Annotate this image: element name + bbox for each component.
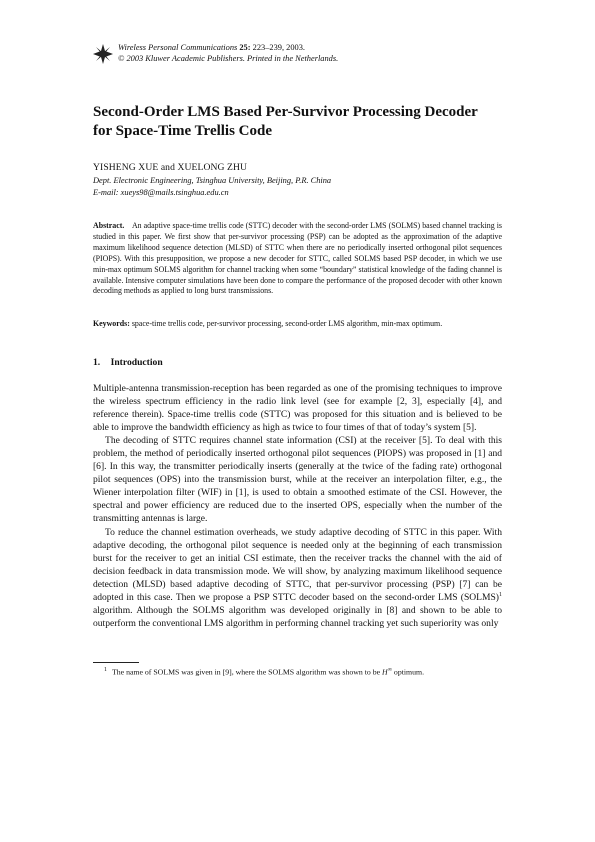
copyright-line: © 2003 Kluwer Academic Publishers. Printed in the Netherlands. — [118, 54, 339, 63]
authors: YISHENG XUE and XUELONG ZHU — [93, 162, 248, 173]
keywords-text: space-time trellis code, per-survivor processing, second-order LMS algorithm, min-max optimum. — [131, 319, 443, 328]
email: E-mail: xueys98@mails.tsinghua.edu.cn — [93, 187, 229, 197]
footnote-symbol-sup: ∞ — [387, 667, 392, 673]
paragraph-3-part-b: algorithm. Although the SOLMS algorithm was developed originally in [8] and shown to be able to outperform the conventional LMS algorithm in performing channel tracking yet such superiority was only — [93, 604, 502, 629]
title-line-1: Second-Order LMS Based Per-Survivor Processing Decoder — [93, 104, 478, 120]
section-heading — [93, 357, 163, 368]
title-line-2: for Space-Time Trellis Code — [93, 123, 273, 139]
footnote-text-b: optimum. — [391, 667, 425, 677]
publisher-logo-icon — [93, 44, 113, 64]
footnote-mark: 1 — [104, 667, 107, 673]
footnote-text-a: The name of SOLMS was given in [9], where the SOLMS algorithm was shown to be — [112, 667, 383, 677]
footnote-ref[interactable]: 1 — [499, 591, 502, 598]
abstract-text: An adaptive space-time trellis code (STTC) decoder with the second-order LMS (SOLMS) based channel tracking is studied in this paper. We first show that per-survivor processing (PSP) can be adopted as the approximation of the adaptive maximum likelihood sequence detection (MLSD) of STTC when there are no periodically inserted orthogonal pilot sequences (PIOPS). With this presupposition, we propose a new decoder for STTC, called SOLMS based PSP decoder, in which we use min-max optimum SOLMS algorithm for channel tracking when some “boundary” statistical knowledge of the fading channel is available. Intensive computer simulations have been done to compare the performance of the proposed decoder with other known decoding methods as applied to long burst transmissions. — [93, 221, 502, 296]
keywords — [93, 319, 502, 330]
abstract — [93, 221, 502, 297]
journal-volume: 25: — [239, 43, 251, 52]
footnote-rule — [93, 662, 139, 663]
footnote-symbol: H — [382, 667, 388, 677]
body-text — [93, 382, 502, 630]
keywords-label: Keywords: — [93, 319, 130, 328]
paper-title — [93, 103, 513, 141]
journal-name: Wireless Personal Communications — [118, 43, 238, 52]
affiliation: Dept. Electronic Engineering, Tsinghua University, Beijing, P.R. China — [93, 176, 332, 185]
paragraph-3 — [93, 526, 502, 630]
affiliation-block — [93, 175, 331, 198]
journal-header — [118, 42, 338, 64]
journal-pages: 223–239, 2003. — [252, 43, 305, 52]
section-number: 1. — [93, 357, 101, 368]
abstract-label: Abstract. — [93, 221, 125, 230]
section-title: Introduction — [110, 357, 163, 368]
footnote — [104, 665, 502, 678]
paragraph-3-part-a: To reduce the channel estimation overheads, we study adaptive decoding of STTC in this paper. With adaptive decoding, the orthogonal pilot sequence is needed only at the beginning of each transmission burst for the receiver to get an initial CSI estimate, then the receiver tracks the channel with the aid of decision feedback in data transmission mode. We will show, by analyzing maximum likelihood sequence detection (MLSD) based adaptive decoding of STTC, that per-survivor processing (PSP) [7] can be adopted in this case. Then we propose a PSP STTC decoder based on the second-order LMS (SOLMS) — [93, 526, 502, 603]
paragraph-1: Multiple-antenna transmission-reception has been regarded as one of the promising techniques to improve the wireless spectrum efficiency in the radio link level (see for example [2, 3], especially [4], and reference therein). Space-time trellis code (STTC) was proposed for this situation and is believed to be able to improve the bandwidth efficiency as high as twice to four times of that of today’s system [5]. — [93, 383, 502, 434]
paragraph-2: The decoding of STTC requires channel state information (CSI) at the receiver [5]. To deal with this problem, the method of periodically inserted orthogonal pilot sequences (PIOPS) was proposed in [1] and [6]. In this way, the transmitter periodically inserts (generally at the twice of the fading rate) orthogonal pilot sequences (OPS) into the transmission burst, while at the receiver an interpolation filter, e.g., the Wiener interpolation filter (WIF) in [1], is used to obtain a smoothed estimate of the CSI. However, the spectral and power efficiency are reduced due to the inserted OPS, especially when the number of the transmitting antennas is large. — [93, 435, 502, 525]
